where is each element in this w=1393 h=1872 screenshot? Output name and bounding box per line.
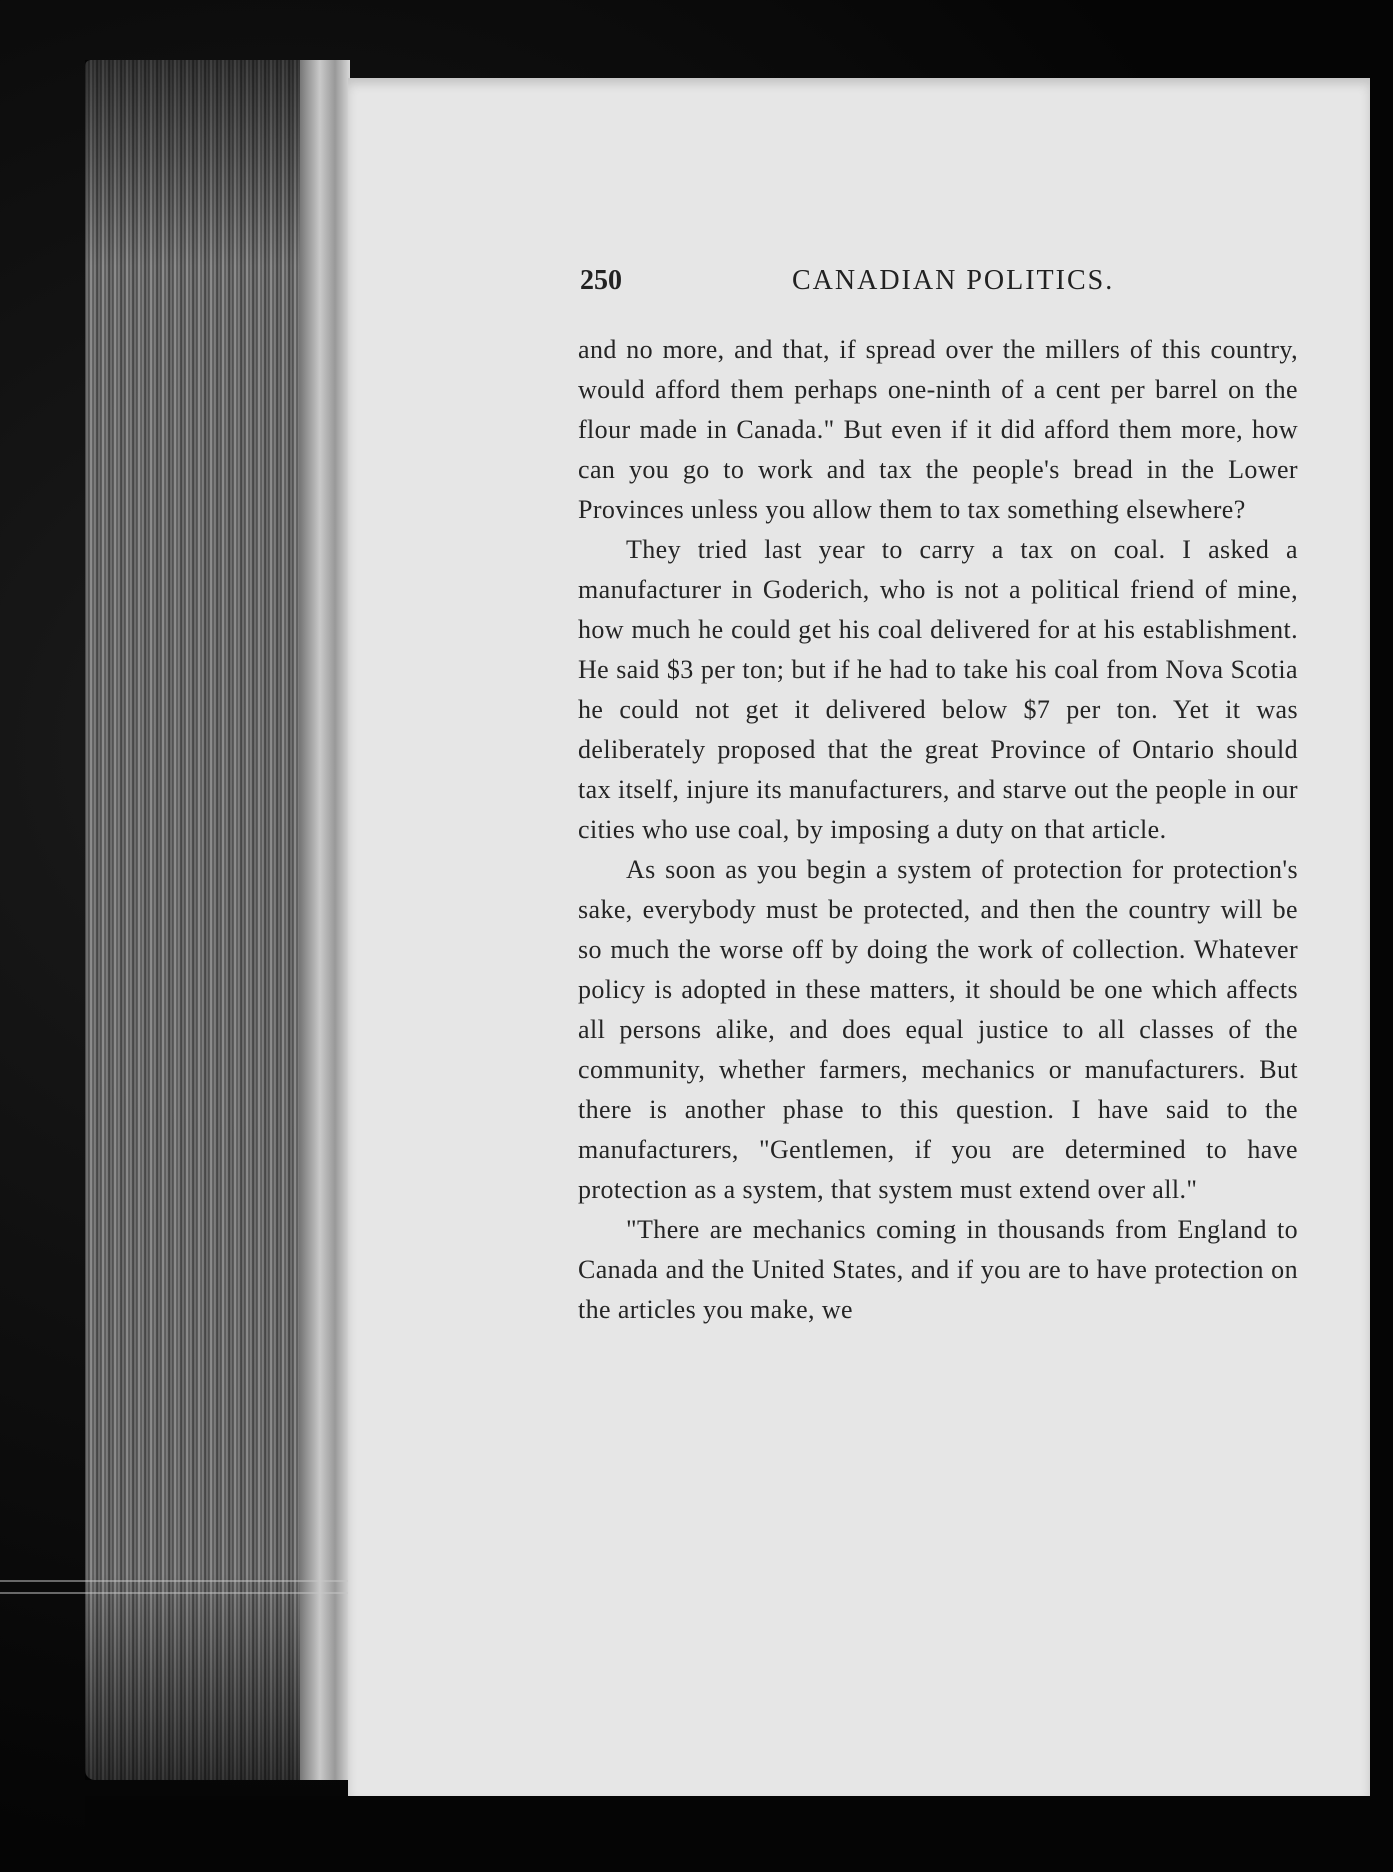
paragraph: As soon as you begin a system of protection for protection's sake, everybody must be protected, and then the country will be so much the worse off by doing the work of collection. Whatever policy is adopted in these matters, it should be one which affects all persons alike, and does equal justice to all classes of the community, whether farmers, mechanics or manufacturers. But there is another phase to this question. I have said to the manufacturers, "Gentlemen, if you are determined to have protection as a system, that system must extend over all." [578,855,1298,1204]
running-head: CANADIAN POLITICS. [792,265,1115,296]
scan-artifact-line [0,1592,360,1594]
paragraph: and no more, and that, if spread over the millers of this country, would afford them perhaps one-ninth of a cent per barrel on the flour made in Canada." But even if it did afford them more, how can you go to work and tax the people's bread in the Lower Provinces unless you allow them to tax something elsewhere? [578,335,1298,524]
right-shadow [1370,60,1393,1800]
page-number: 250 [580,265,622,296]
paragraph: "There are mechanics coming in thousands from England to Canada and the United States, and if you are to have protection on the articles you make, we [578,1215,1298,1324]
paragraph: They tried last year to carry a tax on coal. I asked a manufacturer in Goderich, who is not a political friend of mine, how much he could get his coal delivered for at his establishment. He said $3 per ton; but if he had to take his coal from Nova Scotia he could not get it delivered below $7 per ton. Yet it was deliberately proposed that the great Province of Ontario should tax itself, injure its manufacturers, and starve out the people in our cities who use coal, by imposing a duty on that article. [578,535,1298,844]
body-text [578,330,1298,1330]
scan-artifact-line [0,1580,360,1582]
book-gutter [300,60,350,1780]
bottom-shadow [85,1796,1393,1872]
